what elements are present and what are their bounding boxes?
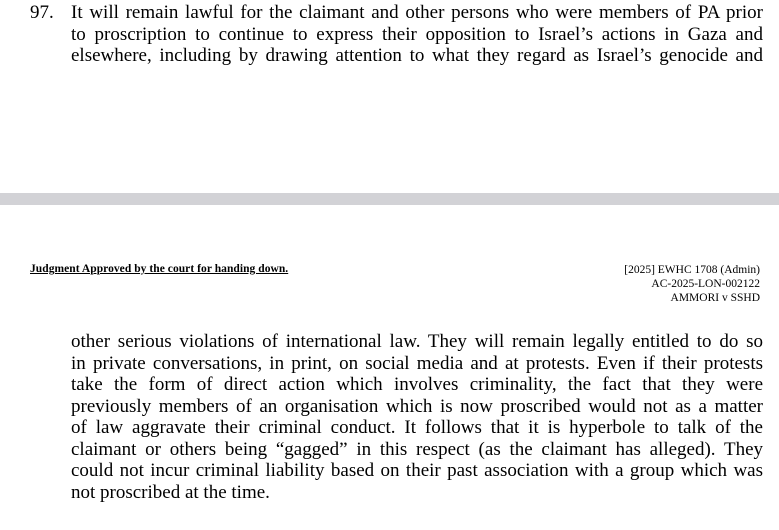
paragraph-text-top <box>71 2 763 67</box>
case-parties: AMMORI v SSHD <box>670 292 760 304</box>
paragraph-line: of law aggravate their criminal conduct. It follows that it is hyperbole to talk of the <box>71 417 763 438</box>
judgment-header-title: Judgment Approved by the court for handing down. <box>30 263 289 275</box>
neutral-citation: [2025] EWHC 1708 (Admin) <box>624 264 760 276</box>
paragraph-line: It will remain lawful for the claimant and other persons who were members of PA prior <box>71 2 763 23</box>
paragraph-line: take the form of direct action which involves criminality, the fact that they were <box>71 374 763 395</box>
judgment-header-citation <box>624 263 760 305</box>
paragraph-number: 97. <box>30 2 54 23</box>
paragraph-line: previously members of an organisation which is now proscribed would not as a matter <box>71 395 763 417</box>
paragraph-text-bottom <box>71 331 763 503</box>
document-page-bottom <box>0 205 779 530</box>
page-separator <box>0 193 779 205</box>
case-number: AC-2025-LON-002122 <box>651 278 760 290</box>
document-page-top <box>0 0 779 193</box>
paragraph-line: elsewhere, including by drawing attention to what they regard as Israel’s genocide and <box>71 45 763 66</box>
paragraph-line: in private conversations, in print, on social media and at protests. Even if their protests <box>71 352 763 374</box>
paragraph-line: claimant or others being “gagged” in this respect (as the claimant has alleged). They <box>71 438 763 460</box>
paragraph-line: could not incur criminal liability based on their past association with a group which was <box>71 460 763 481</box>
paragraph-line: other serious violations of international law. They will remain legally entitled to do so <box>71 331 763 352</box>
paragraph-line: to proscription to continue to express their opposition to Israel’s actions in Gaza and <box>71 23 763 45</box>
paragraph-line: not proscribed at the time. <box>71 481 270 503</box>
